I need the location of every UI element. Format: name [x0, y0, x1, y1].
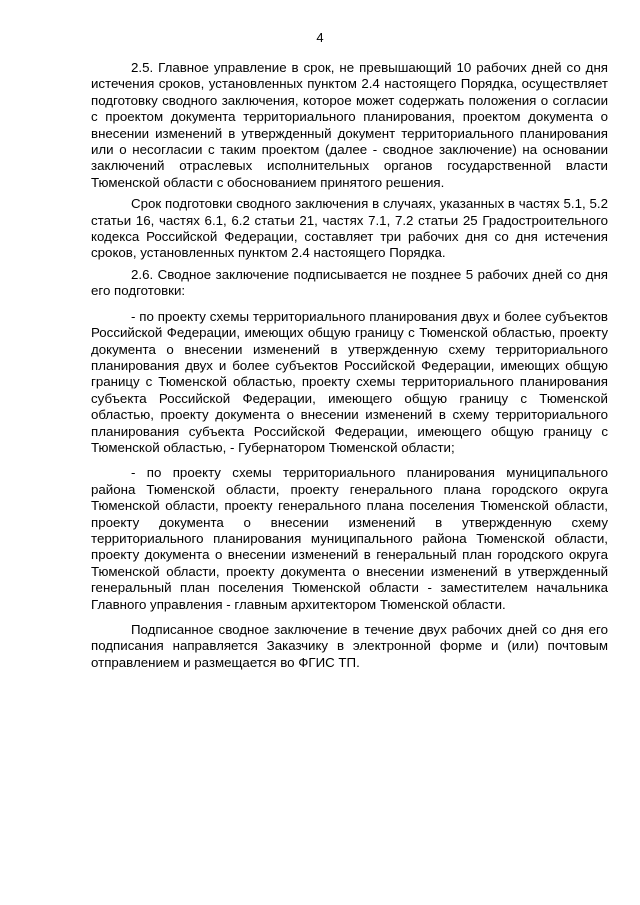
paragraph-2-5: 2.5. Главное управление в срок, не превышающий 10 рабочих дней со дня истечения сроков, установленных пунктом 2.4 настоящего Порядка, осуществляет подготовку сводного заключения, которое может содержать положения о согласии с проектом документа территориального планирования, проектом документа о внесении изменений в утвержденный документ территориального планирования или о несогласии с таким проектом (далее - сводное заключение) на основании заключений отраслевых исполнительных органов государственной власти Тюменской области с обоснованием принятого решения.	[91, 60, 608, 190]
list-item-chief-architect: - по проекту схемы территориального планирования муниципального района Тюменской области, проекту генерального плана городского округа Тюменской области, проекту генерального плана поселения Тюменской области, проекту документа о внесении изменений в утвержденную схему территориального планирования муниципального района Тюменской области, проекту документа о внесении изменений в генеральный план городского округа Тюменской области, проекту документа о внесении изменений в утвержденный генеральный план поселения Тюменской области - заместителем начальника Главного управления - главным архитектором Тюменской области.	[91, 465, 608, 612]
paragraph-2-6: 2.6. Сводное заключение подписывается не позднее 5 рабочих дней со дня его подготовки:	[91, 266, 608, 299]
paragraph-deadline: Срок подготовки сводного заключения в случаях, указанных в частях 5.1, 5.2 статьи 16, частях 6.1, 6.2 статьи 21, частях 7.1, 7.2 статьи 25 Градостроительного кодекса Российской Федерации, составляет три рабочих дня со дня истечения сроков, установленных пунктом 2.4 настоящего Порядка.	[91, 196, 608, 261]
paragraph-submission: Подписанное сводное заключение в течение двух рабочих дней со дня его подписания направляется Заказчику в электронной форме и (или) почтовым отправлением и размещается во ФГИС ТП.	[91, 622, 608, 670]
list-item-governor: - по проекту схемы территориального планирования двух и более субъектов Российской Федерации, имеющих общую границу с Тюменской областью, проекту документа о внесении изменений в утвержденную схему территориального планирования двух и более субъектов Российской Федерации, имеющих общую границу с Тюменской областью, проекту схемы территориального планирования субъекта Российской Федерации, имеющего общую границу с Тюменской областью, проекту документа о внесении изменений в схему территориального планирования субъекта Российской Федерации, имеющего общую границу с Тюменской областью, - Губернатором Тюменской области;	[91, 308, 608, 455]
document-body	[91, 60, 608, 676]
page-number: 4	[316, 30, 324, 45]
